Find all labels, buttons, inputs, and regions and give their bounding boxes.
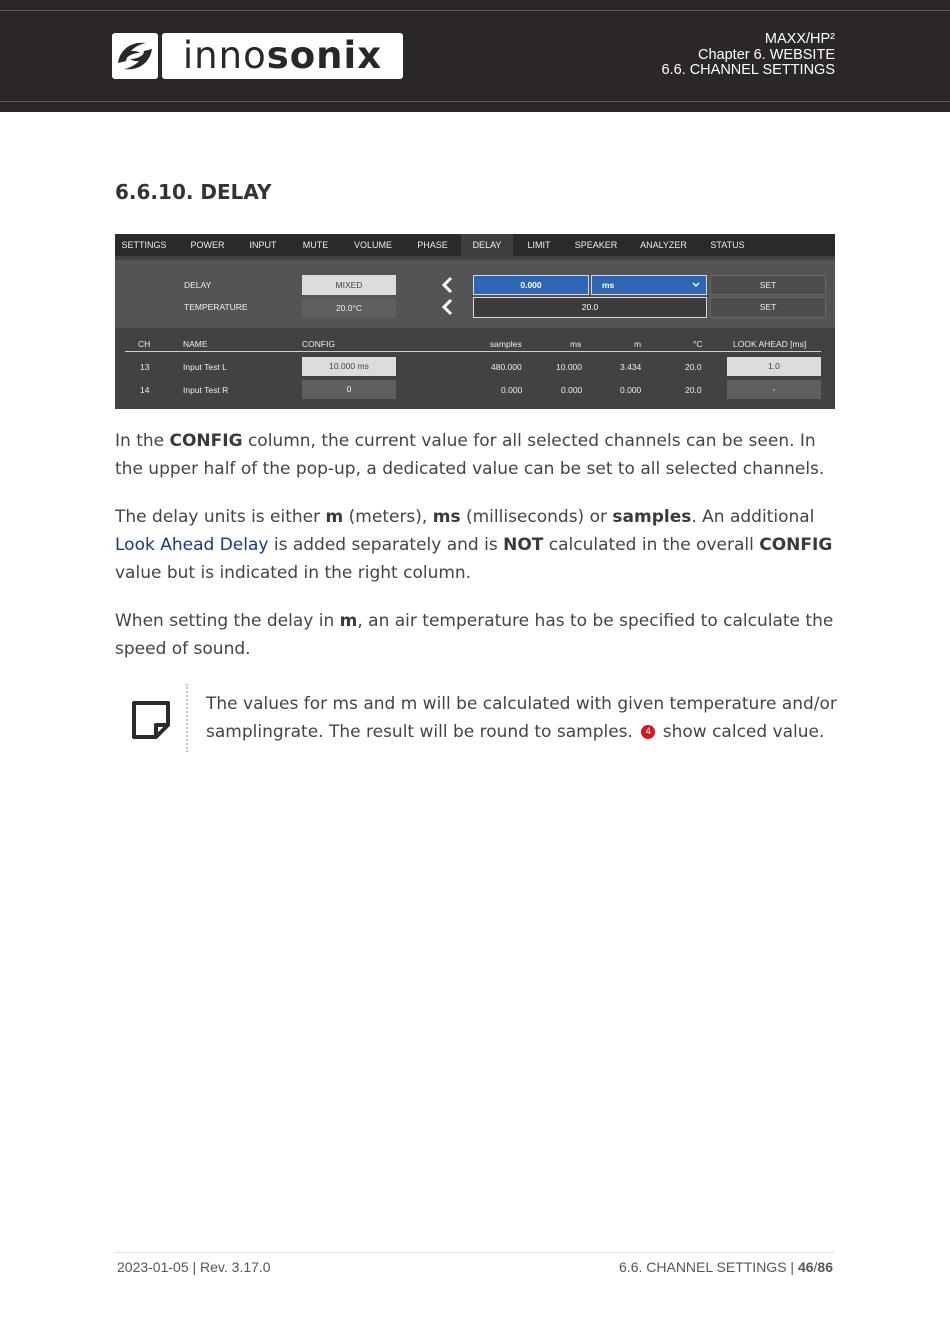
row-temp: 20.0 xyxy=(685,385,702,395)
brand-logo-icon xyxy=(112,33,158,79)
column-header-ch: CH xyxy=(138,339,151,349)
header-info xyxy=(661,32,835,79)
tab-settings[interactable]: SETTINGS xyxy=(121,240,167,250)
note-text: The values for ms and m will be calculated with given temperature and/or samplingrate. The result will be round to samples. 4 show calced value. xyxy=(206,694,837,742)
header-divider xyxy=(0,10,950,11)
delay-unit-select[interactable] xyxy=(591,275,707,295)
tab-phase[interactable]: PHASE xyxy=(417,240,448,250)
tab-limit[interactable]: LIMIT xyxy=(527,240,551,250)
brand-wordmark: innosonix xyxy=(162,33,403,79)
look-ahead-delay-link[interactable]: Look Ahead Delay xyxy=(115,535,269,555)
row-samples: 0.000 xyxy=(501,385,523,395)
delay-unit-value: ms xyxy=(602,280,615,290)
chevron-down-icon xyxy=(692,282,700,288)
tab-mute[interactable]: MUTE xyxy=(302,240,329,250)
callout-badge: 4 xyxy=(641,725,655,739)
note-divider xyxy=(186,684,188,752)
copy-left-chevron-icon[interactable] xyxy=(439,276,457,294)
row-temp: 20.0 xyxy=(685,362,702,372)
tab-input[interactable]: INPUT xyxy=(249,240,277,250)
tab-analyzer[interactable]: ANALYZER xyxy=(640,240,687,250)
header-divider xyxy=(0,101,950,102)
tab-delay[interactable]: DELAY xyxy=(461,234,513,256)
row-look-ahead-value[interactable]: 1.0 xyxy=(727,357,821,376)
footer-date-revision: 2023-01-05 | Rev. 3.17.0 xyxy=(117,1259,271,1275)
column-header-m: m xyxy=(634,339,642,349)
page-header xyxy=(0,0,950,112)
page-number: 46 xyxy=(797,1259,814,1275)
page-total: 86 xyxy=(817,1259,833,1275)
delay-current-value: MIXED xyxy=(302,275,396,295)
row-name: Input Test L xyxy=(183,362,227,372)
tab-bar xyxy=(115,234,835,256)
footer-page-info: 6.6. CHANNEL SETTINGS | 46/86 xyxy=(619,1259,833,1275)
temperature-input[interactable]: 20.0 xyxy=(473,297,707,318)
row-config-value[interactable]: 0 xyxy=(302,380,396,399)
row-ms: 10.000 xyxy=(556,362,582,372)
temperature-label: TEMPERATURE xyxy=(184,302,248,312)
paragraph-units: The delay units is either m (meters), ms (milliseconds) or samples. An additional Look Ahead Delay is added separately and is NOT calculated in the overall CONFIG value but is indicated in the right column. xyxy=(115,507,833,583)
temperature-current-value: 20.0°C xyxy=(302,298,396,318)
section-heading: 6.6.10. DELAY xyxy=(115,180,272,204)
copy-left-chevron-icon[interactable] xyxy=(439,298,457,316)
paragraph-temperature: When setting the delay in m, an air temperature has to be specified to calculate the speed of sound. xyxy=(115,611,834,659)
product-name: MAXX/HP² xyxy=(764,31,835,47)
set-delay-button[interactable]: SET xyxy=(710,275,826,295)
section-title: 6.6. CHANNEL SETTINGS xyxy=(661,62,835,78)
table-header-divider xyxy=(125,351,821,352)
tab-power[interactable]: POWER xyxy=(190,240,225,250)
row-ch: 13 xyxy=(140,362,150,372)
row-config-value[interactable]: 10.000 ms xyxy=(302,357,396,376)
footer-divider xyxy=(115,1252,835,1253)
row-ch: 14 xyxy=(140,385,150,395)
paragraph-config: In the CONFIG column, the current value for all selected channels can be seen. In the upper half of the pop-up, a dedicated value can be set to all selected channels. xyxy=(115,431,825,479)
column-header-config: CONFIG xyxy=(302,339,336,349)
tab-speaker[interactable]: SPEAKER xyxy=(574,240,618,250)
row-look-ahead-value[interactable]: - xyxy=(727,380,821,399)
set-temperature-button[interactable]: SET xyxy=(710,297,826,318)
row-m: 0.000 xyxy=(620,385,642,395)
row-name: Input Test R xyxy=(183,385,229,395)
column-header-samples: samples xyxy=(490,339,522,349)
delay-value-input[interactable]: 0.000 xyxy=(473,275,589,295)
tab-volume[interactable]: VOLUME xyxy=(353,240,392,250)
column-header-temp: °C xyxy=(693,339,703,349)
row-m: 3.434 xyxy=(620,362,642,372)
chapter-title: Chapter 6. WEBSITE xyxy=(698,46,835,63)
row-ms: 0.000 xyxy=(561,385,583,395)
delay-label: DELAY xyxy=(184,280,212,290)
delay-settings-panel xyxy=(115,234,835,409)
column-header-look-ahead: LOOK AHEAD [ms] xyxy=(733,339,807,349)
tab-status[interactable]: STATUS xyxy=(710,240,745,250)
column-header-name: NAME xyxy=(183,339,208,349)
note-icon xyxy=(128,697,174,743)
column-header-ms: ms xyxy=(570,339,582,349)
row-samples: 480.000 xyxy=(491,362,522,372)
